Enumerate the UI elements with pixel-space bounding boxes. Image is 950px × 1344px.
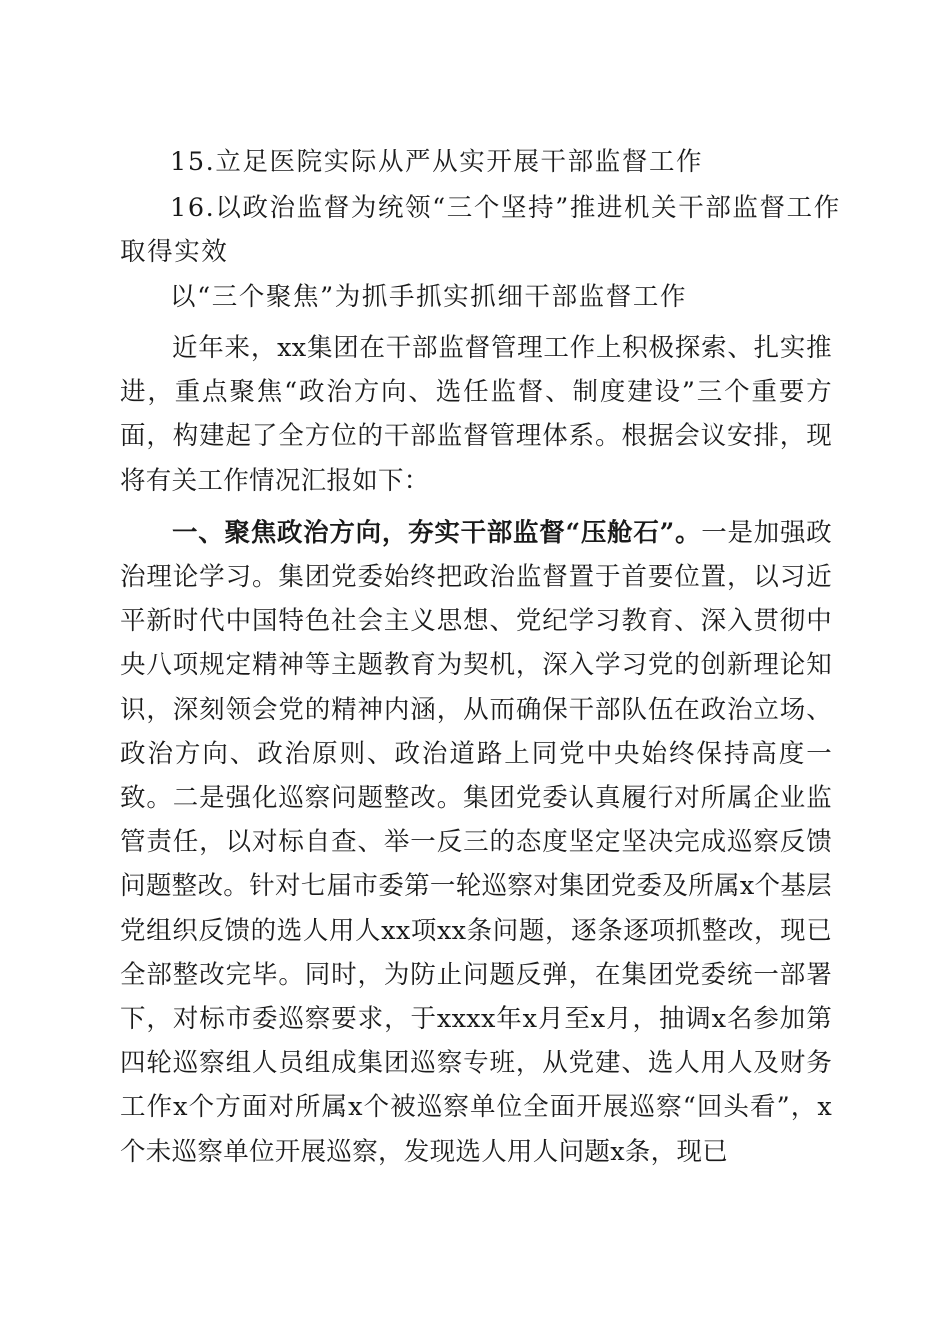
toc-item-16-continuation: 取得实效 — [120, 237, 229, 267]
section-1-heading: 一、聚焦政治方向，夯实干部监督“压舱石”。 — [172, 517, 702, 548]
article-body — [120, 326, 832, 1174]
article-title: 以“三个聚焦”为抓手抓实抓细干部监督工作 — [170, 282, 688, 312]
intro-paragraph: 近年来，xx集团在干部监督管理工作上积极探索、扎实推进，重点聚焦“政治方向、选任监督、制度建设”三个重要方面，构建起了全方位的干部监督管理体系。根据会议安排，现将有关工作情况汇报如下： — [120, 333, 832, 496]
toc-item-15: 15.立足医院实际从严从实开展干部监督工作 — [170, 147, 704, 177]
toc-item-16: 16.以政治监督为统领“三个坚持”推进机关干部监督工作 — [170, 193, 841, 223]
section-1-body: 一是加强政治理论学习。集团党委始终把政治监督置于首要位置，以习近平新时代中国特色社会主义思想、党纪学习教育、深入贯彻中央八项规定精神等主题教育为契机，深入学习党的创新理论知识，深刻领会党的精神内涵，从而确保干部队伍在政治立场、政治方向、政治原则、政治道路上同党中央始终保持高度一致。二是强化巡察问题整改。集团党委认真履行对所属企业监管责任，以对标自查、举一反三的态度坚定坚决完成巡察反馈问题整改。针对七届市委第一轮巡察对集团党委及所属x个基层党组织反馈的选人用人xx项xx条问题，逐条逐项抓整改，现已全部整改完毕。同时，为防止问题反弹，在集团党委统一部署下，对标市委巡察要求，于xxxx年x月至x月，抽调x名参加第四轮巡察组人员组成集团巡察专班，从党建、选人用人及财务工作x个方面对所属x个被巡察单位全面开展巡察“回头看”，x个未巡察单位开展巡察，发现选人用人问题x条，现已 — [120, 517, 832, 1167]
section-1-paragraph — [120, 511, 832, 1174]
